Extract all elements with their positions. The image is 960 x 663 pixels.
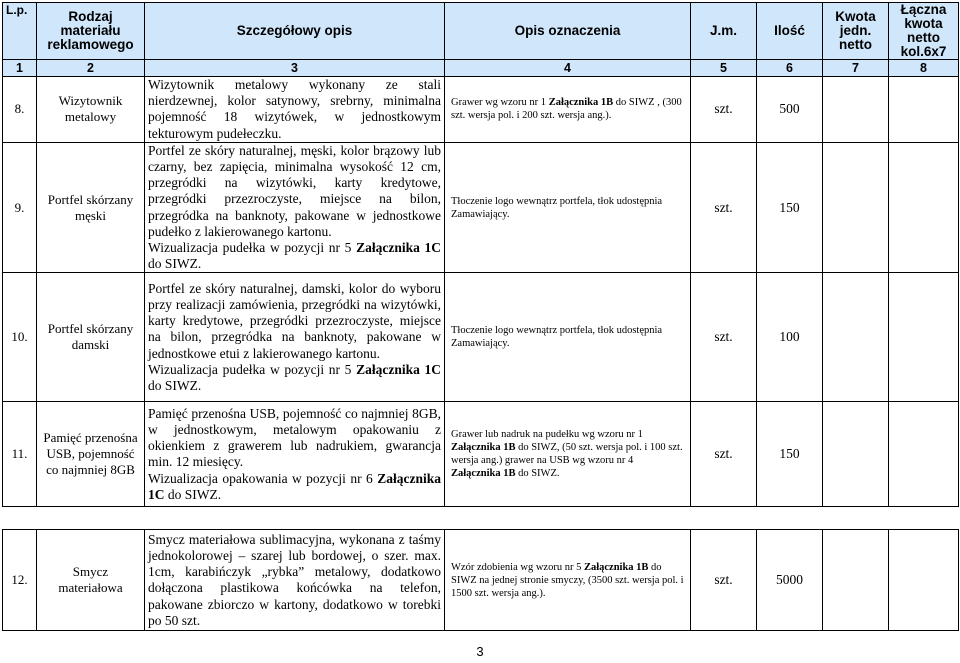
header-marking: Opis oznaczenia (445, 3, 691, 60)
visualization-text: do SIWZ. (148, 256, 202, 272)
attachment-reference: Załącznika 1B (451, 468, 516, 480)
header-lp: L.p. (3, 3, 37, 60)
marking-text: Wzór zdobienia wg wzoru nr 5 (451, 561, 584, 573)
header-description: Szczegółowy opis (145, 3, 445, 60)
description-text: Portfel ze skóry naturalnej, męski, kolor brązowy lub czarny, bez zapięcia, minimalna wysokość 12 cm, przegródki na wizytówki, karty kredytowe, przegródki przezroczyste, miejsce na bilon, przegródka na banknoty, pakowane w jednostkowe pudełko z lakierowanego kartonu. (148, 142, 441, 239)
marking-text: do SIWZ. (515, 468, 560, 480)
item-description (145, 142, 445, 273)
page-number: 3 (476, 644, 484, 659)
material-name: Pamięć przenośna USB, pojemność co najmniej 8GB (37, 402, 145, 507)
header-row (3, 3, 959, 60)
unit-price-cell[interactable] (823, 402, 889, 507)
total-cell[interactable] (889, 402, 959, 507)
quantity-cell: 150 (757, 402, 823, 507)
quantity-cell: 100 (757, 273, 823, 402)
quantity-cell: 150 (757, 142, 823, 273)
column-number: 3 (145, 60, 445, 77)
marking-description (445, 402, 691, 507)
material-name: Portfel skórzany damski (37, 273, 145, 402)
marking-description: Tłoczenie logo wewnątrz portfela, tłok udostępnia Zamawiający. (445, 142, 691, 273)
marking-description (445, 77, 691, 143)
gap-cell (3, 507, 959, 530)
visualization-text: do SIWZ. (148, 377, 202, 393)
header-total: Łączna kwota netto kol.6x7 (889, 3, 959, 60)
unit-price-cell[interactable] (823, 77, 889, 143)
row-number: 9. (3, 142, 37, 273)
table-row (3, 77, 959, 143)
header-quantity: Ilość (757, 3, 823, 60)
marking-text: do SIWZ na jednej stronie smyczy, (3500 szt. wersja pol. i 1500 szt. wersja ang.). (451, 561, 684, 599)
specification-table (2, 2, 959, 631)
header-unit: J.m. (691, 3, 757, 60)
marking-description (445, 530, 691, 631)
item-description: Wizytownik metalowy wykonany ze stali nierdzewnej, kolor satynowy, srebrny, minimalna pojemność 18 wizytówek, w jednostkowym tekturowym pudełeczku. (145, 77, 445, 143)
attachment-reference: Załącznika 1C (356, 361, 441, 377)
row-number: 12. (3, 530, 37, 631)
column-number: 2 (37, 60, 145, 77)
marking-text: Grawer lub nadruk na pudełku wg wzoru nr 1 (451, 429, 643, 441)
column-number: 1 (3, 60, 37, 77)
marking-description: Tłoczenie logo wewnątrz portfela, tłok udostępnia Zamawiający. (445, 273, 691, 402)
unit-cell: szt. (691, 142, 757, 273)
visualization-text: Wizualizacja pudełka w pozycji nr 5 (148, 240, 357, 256)
unit-cell: szt. (691, 402, 757, 507)
unit-price-cell[interactable] (823, 142, 889, 273)
table-row (3, 530, 959, 631)
column-number-row (3, 60, 959, 77)
attachment-reference: Załącznika 1B (583, 561, 649, 573)
column-number: 6 (757, 60, 823, 77)
item-description (145, 273, 445, 402)
total-cell[interactable] (889, 530, 959, 631)
unit-price-cell[interactable] (823, 273, 889, 402)
quantity-cell: 5000 (757, 530, 823, 631)
unit-cell: szt. (691, 77, 757, 143)
attachment-reference: Załącznika 1B (451, 442, 516, 454)
row-number: 11. (3, 402, 37, 507)
material-name: Smycz materiałowa (37, 530, 145, 631)
header-material-type: Rodzaj materiału reklamowego (37, 3, 145, 60)
header-unit-price: Kwota jedn. netto (823, 3, 889, 60)
description-text: Portfel ze skóry naturalnej, damski, kolor do wyboru przy realizacji zamówienia, przegródki na wizytówki, karty kredytowe, przegródki przezroczyste, miejsce na bilon, przegródka na banknoty, pakowane w jednostkowe etui z lakierowanego kartonu. (148, 280, 441, 361)
attachment-reference: Załącznika 1C (148, 470, 441, 502)
total-cell[interactable] (889, 142, 959, 273)
row-number: 8. (3, 77, 37, 143)
material-name: Wizytownik metalowy (37, 77, 145, 143)
row-number: 10. (3, 273, 37, 402)
column-number: 7 (823, 60, 889, 77)
column-number: 4 (445, 60, 691, 77)
quantity-cell: 500 (757, 77, 823, 143)
table-row (3, 273, 959, 402)
description-text: Pamięć przenośna USB, pojemność co najmniej 8GB, w jednostkowym, metalowym opakowaniu z okienkiem z grawerem lub nadrukiem, gwarancja min. 12 miesięcy. (148, 405, 441, 470)
column-number: 5 (691, 60, 757, 77)
attachment-reference: Załącznika 1B (548, 97, 614, 109)
material-name: Portfel skórzany męski (37, 142, 145, 273)
page-break-gap (3, 507, 959, 530)
unit-cell: szt. (691, 273, 757, 402)
table-row (3, 142, 959, 273)
attachment-reference: Załącznika 1C (356, 240, 441, 256)
visualization-text: Wizualizacja pudełka w pozycji nr 5 (148, 361, 357, 377)
unit-price-cell[interactable] (823, 530, 889, 631)
item-description: Smycz materiałowa sublimacyjna, wykonana z taśmy jednokolorowej – szarej lub bordowej, o szer. max. 1cm, karabińczyk „rybka” metalowy, dodatkowo dołączona plastikowa końcówka na telefon, pakowane zbiorczo w kartony, dodatkowo w torebki po 50 szt. (145, 530, 445, 631)
marking-text: Grawer wg wzoru nr 1 (451, 97, 549, 109)
marking-text: do SIWZ , (300 szt. wersja pol. i 200 szt. wersja ang.). (451, 97, 682, 122)
unit-cell: szt. (691, 530, 757, 631)
total-cell[interactable] (889, 273, 959, 402)
column-number: 8 (889, 60, 959, 77)
visualization-text: do SIWZ. (164, 486, 222, 502)
item-description (145, 402, 445, 507)
marking-text: do SIWZ, (50 szt. wersja pol. i 100 szt. wersja ang.) grawer na USB wg wzoru nr 4 (451, 442, 683, 467)
visualization-text: Wizualizacja opakowania w pozycji nr 6 (148, 470, 378, 486)
table-row (3, 402, 959, 507)
total-cell[interactable] (889, 77, 959, 143)
